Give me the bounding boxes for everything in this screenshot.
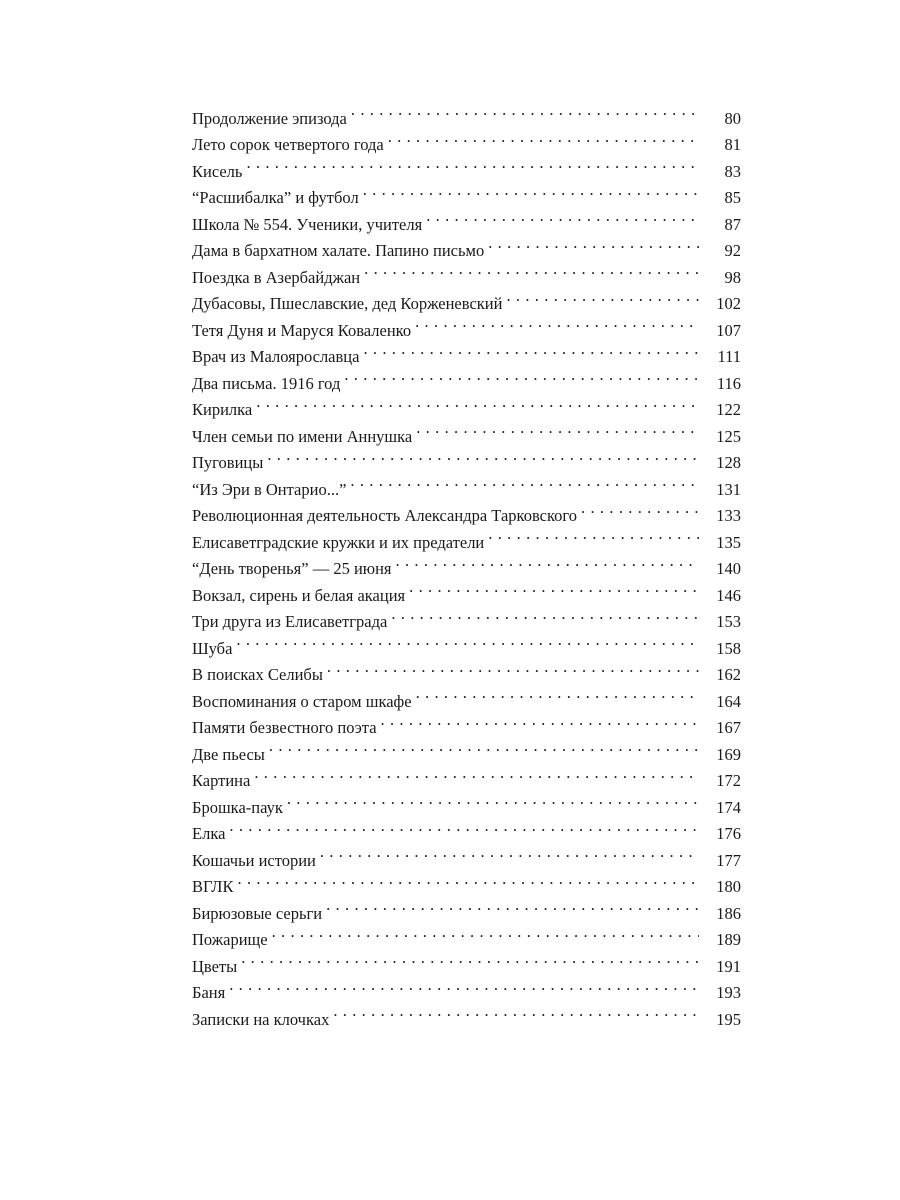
toc-entry-title: Две пьесы	[192, 744, 265, 764]
toc-entry-title: Три друга из Елисаветграда	[192, 612, 388, 631]
toc-dot-leader	[381, 707, 699, 734]
toc-entry[interactable]	[192, 760, 741, 790]
toc-entry-title: Памяти безвестного поэта	[192, 718, 377, 737]
toc-dot-leader	[327, 654, 699, 681]
toc-dot-leader	[267, 442, 699, 469]
toc-entry-title: ВГЛК	[192, 877, 234, 896]
toc-entry-page: 116	[716, 373, 741, 393]
toc-dot-leader	[272, 919, 699, 946]
toc-entry-page: 111	[717, 347, 741, 366]
toc-dot-leader	[391, 601, 699, 628]
toc-entry-title: “Расшибалка” и футбол	[192, 188, 359, 207]
toc-entry-title: Лето сорок четвертого года	[192, 135, 384, 154]
toc-entry[interactable]	[192, 972, 741, 1002]
toc-dot-leader	[396, 548, 699, 575]
toc-entry-page: 107	[716, 320, 741, 340]
toc-entry-page: 167	[716, 718, 741, 737]
toc-entry-title: Цветы	[192, 956, 238, 976]
toc-entry-page: 169	[716, 744, 741, 764]
toc-entry-title: Два письма. 1916 год	[192, 373, 341, 393]
toc-entry-title: Дама в бархатном халате. Папино письмо	[192, 241, 485, 260]
toc-dot-leader	[388, 124, 699, 151]
toc-entry-page: 174	[716, 797, 741, 817]
toc-dot-leader	[246, 150, 699, 177]
toc-dot-leader	[350, 468, 699, 495]
toc-dot-leader	[363, 177, 699, 204]
toc-dot-leader	[581, 495, 699, 522]
toc-entry-page: 172	[716, 771, 741, 790]
toc-dot-leader	[256, 389, 699, 416]
toc-entry-page: 81	[724, 135, 741, 154]
toc-entry[interactable]	[192, 150, 741, 181]
toc-entry-title: Елка	[192, 824, 226, 843]
toc-entry-title: Врач из Малоярославца	[192, 347, 360, 366]
toc-entry-page: 80	[724, 108, 741, 128]
toc-entry-page: 92	[724, 241, 741, 260]
toc-entry-title: Революционная деятельность Александра Тарковского	[192, 506, 578, 525]
toc-entry-title: Записки на клочках	[192, 1009, 330, 1029]
toc-entry-title: Школа № 554. Ученики, учителя	[192, 214, 423, 234]
toc-entry-page: 125	[716, 426, 741, 446]
toc-entry[interactable]	[192, 919, 741, 949]
toc-entry-title: Вокзал, сирень и белая акация	[192, 585, 406, 605]
toc-entry-title: Продолжение эпизода	[192, 108, 347, 128]
toc-entry-title: Член семьи по имени Аннушка	[192, 426, 413, 446]
toc-dot-leader	[409, 574, 699, 601]
toc-entry-page: 164	[716, 691, 741, 711]
toc-entry-page: 128	[716, 453, 741, 472]
toc-entry-page: 177	[716, 850, 741, 870]
toc-entry-title: “Из Эри в Онтарио...”	[192, 479, 347, 499]
toc-dot-leader	[241, 945, 699, 972]
toc-entry-title: Картина	[192, 771, 251, 790]
toc-entry-page: 162	[716, 665, 741, 684]
toc-entry-page: 189	[716, 930, 741, 949]
toc-entry-page: 133	[716, 506, 741, 525]
toc-entry[interactable]	[192, 733, 741, 764]
toc-entry-page: 135	[716, 532, 741, 552]
toc-entry[interactable]	[192, 892, 741, 923]
toc-dot-leader	[333, 998, 699, 1025]
toc-entry[interactable]	[192, 813, 741, 843]
toc-entry-title: Дубасовы, Пшеславские, дед Корженевский	[192, 294, 503, 313]
toc-entry-page: 180	[716, 877, 741, 896]
toc-entry[interactable]	[192, 97, 741, 128]
toc-dot-leader	[229, 972, 699, 999]
toc-entry-title: В поисках Селибы	[192, 665, 323, 684]
toc-entry[interactable]	[192, 786, 741, 817]
toc-entry-title: Брошка-паук	[192, 797, 283, 817]
toc-entry-title: Кошачьи истории	[192, 850, 316, 870]
toc-entry-page: 158	[716, 638, 741, 658]
table-of-contents	[192, 97, 741, 1029]
toc-entry-page: 153	[716, 612, 741, 631]
toc-entry-title: Поездка в Азербайджан	[192, 267, 361, 287]
toc-entry-page: 195	[716, 1009, 741, 1029]
toc-dot-leader	[269, 733, 699, 760]
toc-entry[interactable]	[192, 415, 741, 446]
toc-dot-leader	[416, 415, 699, 442]
toc-dot-leader	[416, 680, 699, 707]
toc-dot-leader	[488, 230, 699, 257]
toc-entry-page: 191	[716, 956, 741, 976]
toc-dot-leader	[320, 839, 699, 866]
toc-entry[interactable]	[192, 627, 741, 658]
toc-dot-leader	[229, 813, 699, 840]
toc-entry[interactable]	[192, 839, 741, 870]
toc-entry-title: Елисаветградские кружки и их предатели	[192, 532, 485, 552]
toc-dot-leader	[254, 760, 699, 787]
toc-entry-title: Кисель	[192, 161, 243, 181]
toc-entry-page: 85	[724, 188, 741, 207]
toc-dot-leader	[236, 627, 699, 654]
toc-entry-page: 87	[724, 214, 741, 234]
toc-entry-page: 102	[716, 294, 741, 313]
toc-entry-page: 131	[716, 479, 741, 499]
toc-entry-page: 140	[716, 559, 741, 578]
toc-dot-leader	[426, 203, 699, 230]
toc-entry-title: Пуговицы	[192, 453, 264, 472]
toc-dot-leader	[344, 362, 699, 389]
toc-entry[interactable]	[192, 389, 741, 419]
toc-entry-title: Кирилка	[192, 400, 253, 419]
toc-entry-title: Бирюзовые серьги	[192, 903, 323, 923]
toc-dot-leader	[415, 309, 699, 336]
toc-entry-title: “День творенья” — 25 июня	[192, 559, 392, 578]
toc-entry-page: 176	[716, 824, 741, 843]
toc-dot-leader	[287, 786, 699, 813]
toc-entry[interactable]	[192, 998, 741, 1029]
toc-dot-leader	[238, 866, 700, 893]
toc-entry[interactable]	[192, 654, 741, 684]
toc-dot-leader	[351, 97, 699, 124]
toc-entry[interactable]	[192, 442, 741, 472]
toc-entry[interactable]	[192, 468, 741, 499]
toc-dot-leader	[506, 283, 699, 310]
toc-entry-title: Баня	[192, 983, 226, 1002]
toc-entry-page: 186	[716, 903, 741, 923]
toc-entry-page: 146	[716, 585, 741, 605]
toc-dot-leader	[326, 892, 699, 919]
toc-dot-leader	[363, 336, 699, 363]
toc-dot-leader	[488, 521, 699, 548]
toc-entry-title: Тетя Дуня и Маруся Коваленко	[192, 320, 412, 340]
toc-entry-title: Пожарище	[192, 930, 268, 949]
toc-entry[interactable]	[192, 866, 741, 896]
toc-entry-page: 83	[724, 161, 741, 181]
toc-entry-page: 98	[724, 267, 741, 287]
toc-entry[interactable]	[192, 945, 741, 976]
toc-entry[interactable]	[192, 177, 741, 207]
toc-entry-page: 193	[716, 983, 741, 1002]
toc-entry-title: Воспоминания о старом шкафе	[192, 691, 412, 711]
toc-entry-page: 122	[716, 400, 741, 419]
toc-entry-title: Шуба	[192, 638, 233, 658]
toc-dot-leader	[364, 256, 699, 283]
